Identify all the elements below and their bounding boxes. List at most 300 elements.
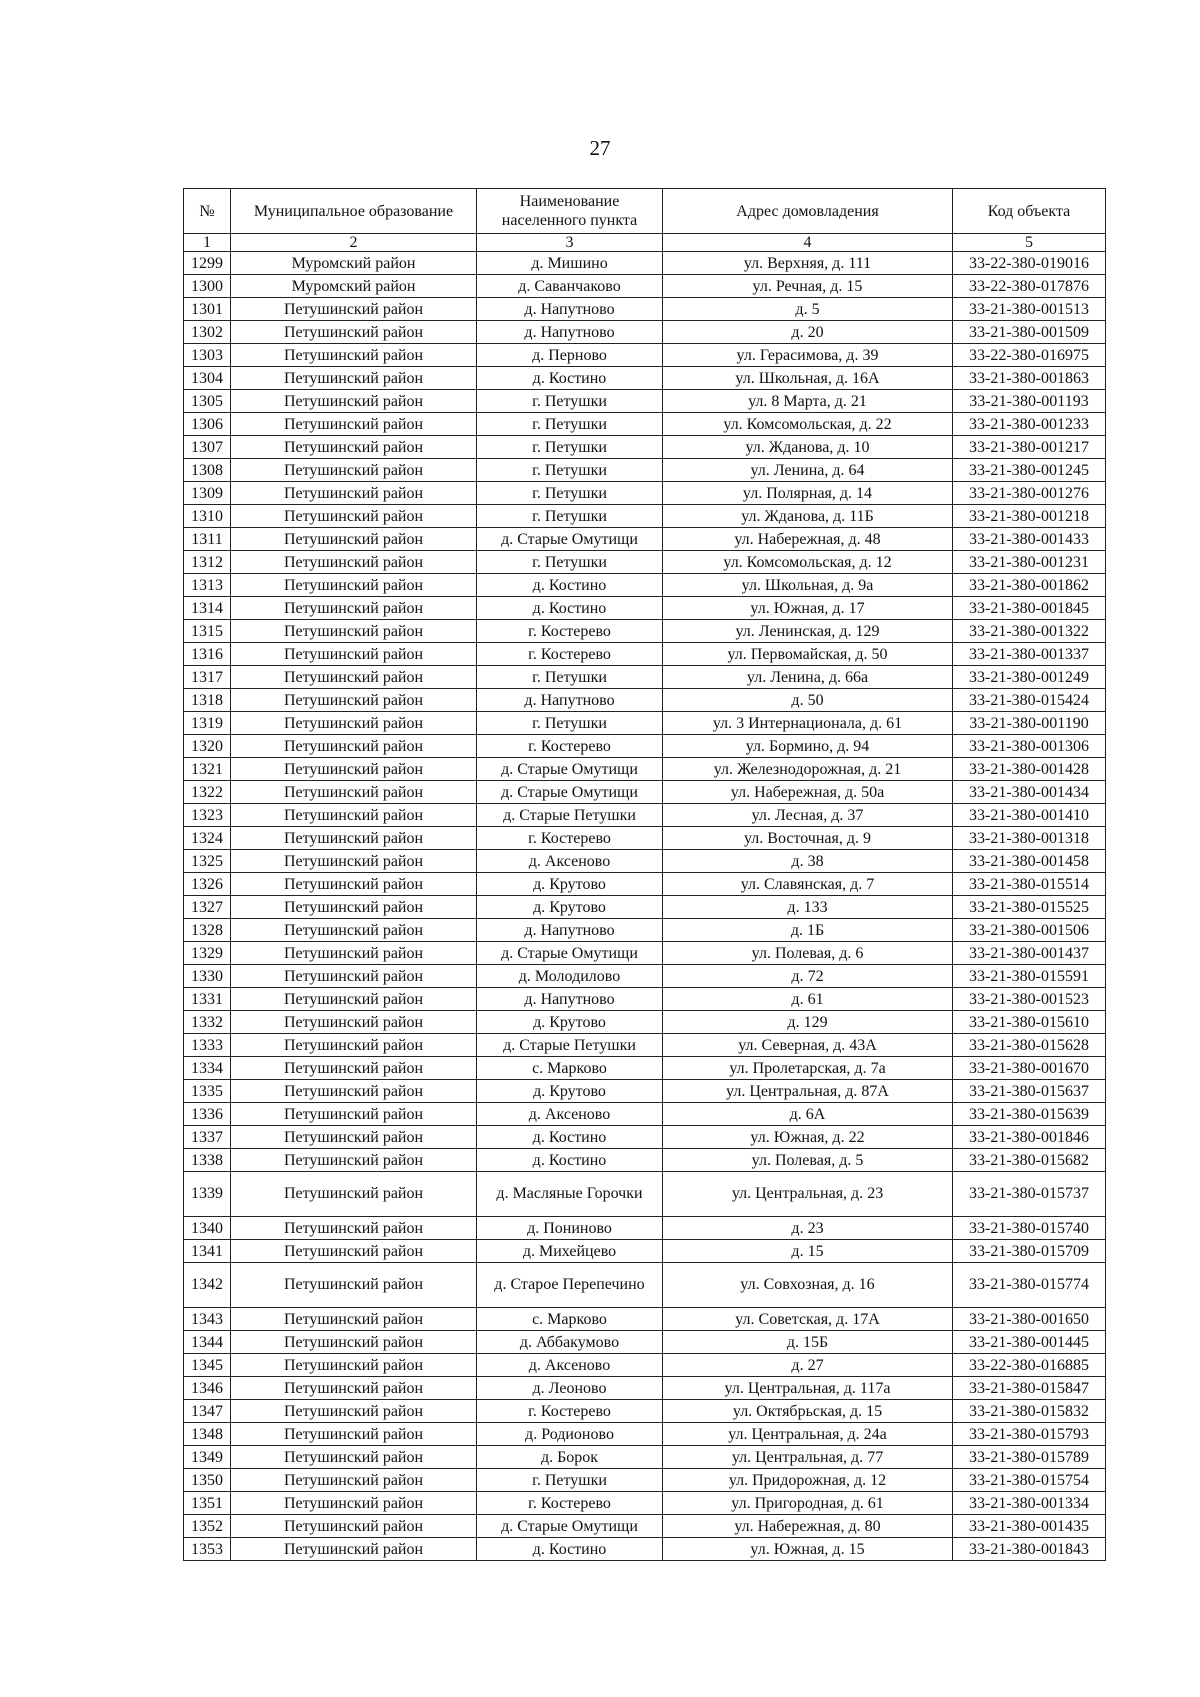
row-number: 1325 [184, 850, 231, 873]
row-number: 1348 [184, 1423, 231, 1446]
settlement-cell: д. Костино [477, 597, 663, 620]
table-row [184, 1423, 1106, 1446]
settlement-cell: д. Старые Омутищи [477, 781, 663, 804]
table-row [184, 1057, 1106, 1080]
table-row [184, 436, 1106, 459]
row-number: 1335 [184, 1080, 231, 1103]
row-number: 1341 [184, 1240, 231, 1263]
object-code-cell: 33-21-380-001428 [953, 758, 1106, 781]
object-code-cell: 33-21-380-001249 [953, 666, 1106, 689]
settlement-cell: д. Пониново [477, 1217, 663, 1240]
object-code-cell: 33-21-380-001433 [953, 528, 1106, 551]
municipality-cell: Петушинский район [231, 919, 477, 942]
column-number-row [184, 234, 1106, 252]
object-code-cell: 33-21-380-015774 [953, 1263, 1106, 1308]
row-number: 1322 [184, 781, 231, 804]
column-number: 5 [953, 234, 1106, 252]
municipality-cell: Петушинский район [231, 758, 477, 781]
address-cell: д. 20 [663, 321, 953, 344]
table-row [184, 965, 1106, 988]
object-code-cell: 33-21-380-015832 [953, 1400, 1106, 1423]
address-cell: д. 72 [663, 965, 953, 988]
table-header-row [184, 189, 1106, 234]
row-number: 1324 [184, 827, 231, 850]
settlement-cell: г. Костерево [477, 827, 663, 850]
address-cell: ул. Северная, д. 43А [663, 1034, 953, 1057]
municipality-cell: Петушинский район [231, 804, 477, 827]
row-number: 1339 [184, 1172, 231, 1217]
municipality-cell: Петушинский район [231, 965, 477, 988]
table-row [184, 1217, 1106, 1240]
row-number: 1342 [184, 1263, 231, 1308]
object-code-cell: 33-22-380-016885 [953, 1354, 1106, 1377]
settlement-cell: д. Костино [477, 1126, 663, 1149]
settlement-cell: г. Петушки [477, 459, 663, 482]
column-number: 3 [477, 234, 663, 252]
settlement-cell: д. Костино [477, 574, 663, 597]
municipality-cell: Петушинский район [231, 712, 477, 735]
municipality-cell: Петушинский район [231, 344, 477, 367]
object-code-cell: 33-21-380-001845 [953, 597, 1106, 620]
row-number: 1344 [184, 1331, 231, 1354]
object-code-cell: 33-21-380-001509 [953, 321, 1106, 344]
settlement-cell: г. Петушки [477, 712, 663, 735]
address-cell: д. 6А [663, 1103, 953, 1126]
row-number: 1321 [184, 758, 231, 781]
address-cell: ул. Центральная, д. 87А [663, 1080, 953, 1103]
settlement-cell: д. Напутново [477, 298, 663, 321]
row-number: 1302 [184, 321, 231, 344]
table-row [184, 919, 1106, 942]
municipality-cell: Петушинский район [231, 1331, 477, 1354]
object-code-cell: 33-21-380-015709 [953, 1240, 1106, 1263]
settlement-cell: г. Петушки [477, 505, 663, 528]
address-cell: ул. Центральная, д. 23 [663, 1172, 953, 1217]
table-row [184, 1308, 1106, 1331]
row-number: 1333 [184, 1034, 231, 1057]
row-number: 1304 [184, 367, 231, 390]
address-cell: ул. Школьная, д. 9а [663, 574, 953, 597]
municipality-cell: Петушинский район [231, 735, 477, 758]
address-cell: ул. Южная, д. 17 [663, 597, 953, 620]
header-municipality: Муниципальное образование [231, 189, 477, 234]
address-cell: ул. Октябрьская, д. 15 [663, 1400, 953, 1423]
municipality-cell: Петушинский район [231, 850, 477, 873]
object-code-cell: 33-21-380-001863 [953, 367, 1106, 390]
column-number: 1 [184, 234, 231, 252]
row-number: 1352 [184, 1515, 231, 1538]
table-row [184, 1011, 1106, 1034]
address-cell: ул. Полевая, д. 5 [663, 1149, 953, 1172]
row-number: 1310 [184, 505, 231, 528]
row-number: 1318 [184, 689, 231, 712]
object-code-cell: 33-21-380-001193 [953, 390, 1106, 413]
address-cell: ул. Славянская, д. 7 [663, 873, 953, 896]
object-code-cell: 33-21-380-001506 [953, 919, 1106, 942]
header-number: № [184, 189, 231, 234]
object-code-cell: 33-21-380-015514 [953, 873, 1106, 896]
row-number: 1311 [184, 528, 231, 551]
table-row [184, 804, 1106, 827]
row-number: 1326 [184, 873, 231, 896]
municipality-cell: Петушинский район [231, 1515, 477, 1538]
address-cell: ул. 8 Марта, д. 21 [663, 390, 953, 413]
settlement-cell: г. Петушки [477, 413, 663, 436]
municipality-cell: Петушинский район [231, 1034, 477, 1057]
settlement-cell: д. Аксеново [477, 1103, 663, 1126]
municipality-cell: Петушинский район [231, 436, 477, 459]
object-code-cell: 33-21-380-015637 [953, 1080, 1106, 1103]
municipality-cell: Петушинский район [231, 597, 477, 620]
municipality-cell: Петушинский район [231, 551, 477, 574]
table-row [184, 1538, 1106, 1561]
object-code-cell: 33-21-380-015847 [953, 1377, 1106, 1400]
settlement-cell: д. Старое Перепечино [477, 1263, 663, 1308]
table-row [184, 758, 1106, 781]
object-code-cell: 33-21-380-015737 [953, 1172, 1106, 1217]
row-number: 1351 [184, 1492, 231, 1515]
table-row [184, 1377, 1106, 1400]
row-number: 1336 [184, 1103, 231, 1126]
municipality-cell: Муромский район [231, 275, 477, 298]
settlement-cell: г. Петушки [477, 1469, 663, 1492]
object-code-cell: 33-21-380-001217 [953, 436, 1106, 459]
municipality-cell: Петушинский район [231, 390, 477, 413]
address-cell: д. 129 [663, 1011, 953, 1034]
table-row [184, 321, 1106, 344]
address-cell: д. 61 [663, 988, 953, 1011]
row-number: 1319 [184, 712, 231, 735]
row-number: 1305 [184, 390, 231, 413]
municipality-cell: Петушинский район [231, 1217, 477, 1240]
address-cell: ул. Набережная, д. 50а [663, 781, 953, 804]
settlement-cell: д. Молодилово [477, 965, 663, 988]
row-number: 1307 [184, 436, 231, 459]
object-code-cell: 33-21-380-015682 [953, 1149, 1106, 1172]
municipality-cell: Петушинский район [231, 1080, 477, 1103]
address-cell: ул. Полярная, д. 14 [663, 482, 953, 505]
municipality-cell: Петушинский район [231, 321, 477, 344]
settlement-cell: г. Петушки [477, 482, 663, 505]
address-cell: д. 15 [663, 1240, 953, 1263]
settlement-cell: г. Петушки [477, 390, 663, 413]
settlement-cell: д. Старые Петушки [477, 804, 663, 827]
settlement-cell: д. Старые Омутищи [477, 528, 663, 551]
address-cell: ул. Ленина, д. 66а [663, 666, 953, 689]
address-cell: д. 5 [663, 298, 953, 321]
settlement-cell: г. Петушки [477, 666, 663, 689]
row-number: 1314 [184, 597, 231, 620]
settlement-cell: г. Петушки [477, 436, 663, 459]
settlement-cell: с. Марково [477, 1057, 663, 1080]
table-row [184, 1446, 1106, 1469]
address-cell: ул. Восточная, д. 9 [663, 827, 953, 850]
row-number: 1323 [184, 804, 231, 827]
table-row [184, 413, 1106, 436]
municipality-cell: Петушинский район [231, 689, 477, 712]
municipality-cell: Петушинский район [231, 1446, 477, 1469]
row-number: 1334 [184, 1057, 231, 1080]
row-number: 1301 [184, 298, 231, 321]
settlement-cell: д. Старые Омутищи [477, 942, 663, 965]
municipality-cell: Петушинский район [231, 1240, 477, 1263]
object-code-cell: 33-21-380-015793 [953, 1423, 1106, 1446]
settlement-cell: д. Аксеново [477, 1354, 663, 1377]
table-row [184, 1080, 1106, 1103]
table-row [184, 482, 1106, 505]
object-code-cell: 33-21-380-015639 [953, 1103, 1106, 1126]
municipality-cell: Петушинский район [231, 574, 477, 597]
table-row [184, 988, 1106, 1011]
address-cell: ул. Центральная, д. 24а [663, 1423, 953, 1446]
row-number: 1346 [184, 1377, 231, 1400]
municipality-cell: Петушинский район [231, 1400, 477, 1423]
object-code-cell: 33-21-380-001318 [953, 827, 1106, 850]
table-row [184, 505, 1106, 528]
municipality-cell: Петушинский район [231, 298, 477, 321]
object-code-cell: 33-21-380-001445 [953, 1331, 1106, 1354]
table-row [184, 873, 1106, 896]
municipality-cell: Петушинский район [231, 643, 477, 666]
object-code-cell: 33-21-380-001862 [953, 574, 1106, 597]
table-row [184, 781, 1106, 804]
address-cell: д. 38 [663, 850, 953, 873]
table-row [184, 252, 1106, 275]
municipality-cell: Петушинский район [231, 367, 477, 390]
object-code-cell: 33-21-380-001231 [953, 551, 1106, 574]
row-number: 1353 [184, 1538, 231, 1561]
row-number: 1299 [184, 252, 231, 275]
address-cell: ул. Первомайская, д. 50 [663, 643, 953, 666]
address-cell: ул. Совхозная, д. 16 [663, 1263, 953, 1308]
address-cell: ул. Набережная, д. 80 [663, 1515, 953, 1538]
settlement-cell: с. Марково [477, 1308, 663, 1331]
municipality-cell: Петушинский район [231, 781, 477, 804]
table-row [184, 712, 1106, 735]
settlement-cell: д. Крутово [477, 1080, 663, 1103]
address-cell: ул. Ленина, д. 64 [663, 459, 953, 482]
table-row [184, 1492, 1106, 1515]
object-code-cell: 33-21-380-001670 [953, 1057, 1106, 1080]
settlement-cell: г. Костерево [477, 620, 663, 643]
address-cell: ул. Южная, д. 22 [663, 1126, 953, 1149]
settlement-cell: д. Леоново [477, 1377, 663, 1400]
row-number: 1329 [184, 942, 231, 965]
table-row [184, 1034, 1106, 1057]
table-body [184, 252, 1106, 1561]
table-row [184, 1469, 1106, 1492]
address-cell: ул. Южная, д. 15 [663, 1538, 953, 1561]
object-code-cell: 33-21-380-001434 [953, 781, 1106, 804]
object-code-cell: 33-21-380-001410 [953, 804, 1106, 827]
row-number: 1332 [184, 1011, 231, 1034]
column-number: 2 [231, 234, 477, 252]
object-code-cell: 33-21-380-001435 [953, 1515, 1106, 1538]
row-number: 1337 [184, 1126, 231, 1149]
municipality-cell: Петушинский район [231, 620, 477, 643]
row-number: 1300 [184, 275, 231, 298]
table-row [184, 597, 1106, 620]
settlement-cell: д. Старые Петушки [477, 1034, 663, 1057]
address-cell: д. 23 [663, 1217, 953, 1240]
row-number: 1320 [184, 735, 231, 758]
municipality-cell: Муромский район [231, 252, 477, 275]
object-code-cell: 33-21-380-001846 [953, 1126, 1106, 1149]
column-number: 4 [663, 234, 953, 252]
object-code-cell: 33-21-380-015525 [953, 896, 1106, 919]
address-cell: ул. Жданова, д. 11Б [663, 505, 953, 528]
object-code-cell: 33-22-380-016975 [953, 344, 1106, 367]
object-code-cell: 33-21-380-001337 [953, 643, 1106, 666]
settlement-cell: д. Крутово [477, 1011, 663, 1034]
municipality-cell: Петушинский район [231, 942, 477, 965]
header-settlement: Наименование населенного пункта [477, 189, 663, 234]
table-row [184, 459, 1106, 482]
address-cell: ул. Придорожная, д. 12 [663, 1469, 953, 1492]
object-code-cell: 33-22-380-017876 [953, 275, 1106, 298]
object-code-cell: 33-21-380-015591 [953, 965, 1106, 988]
address-cell: ул. 3 Интернационала, д. 61 [663, 712, 953, 735]
object-code-cell: 33-21-380-015424 [953, 689, 1106, 712]
settlement-cell: д. Напутново [477, 321, 663, 344]
object-code-cell: 33-21-380-001306 [953, 735, 1106, 758]
table-row [184, 528, 1106, 551]
object-code-cell: 33-21-380-015789 [953, 1446, 1106, 1469]
settlement-cell: д. Старые Омутищи [477, 1515, 663, 1538]
row-number: 1315 [184, 620, 231, 643]
settlement-cell: д. Борок [477, 1446, 663, 1469]
settlement-cell: д. Масляные Горочки [477, 1172, 663, 1217]
row-number: 1327 [184, 896, 231, 919]
municipality-cell: Петушинский район [231, 896, 477, 919]
object-code-cell: 33-21-380-001458 [953, 850, 1106, 873]
table-row [184, 643, 1106, 666]
settlement-cell: д. Перново [477, 344, 663, 367]
settlement-cell: д. Родионово [477, 1423, 663, 1446]
address-cell: д. 50 [663, 689, 953, 712]
row-number: 1347 [184, 1400, 231, 1423]
settlement-cell: д. Костино [477, 1149, 663, 1172]
table-row [184, 850, 1106, 873]
address-cell: ул. Жданова, д. 10 [663, 436, 953, 459]
object-code-cell: 33-21-380-001190 [953, 712, 1106, 735]
object-code-cell: 33-22-380-019016 [953, 252, 1106, 275]
settlement-cell: д. Михейцево [477, 1240, 663, 1263]
row-number: 1343 [184, 1308, 231, 1331]
settlement-cell: д. Костино [477, 367, 663, 390]
municipality-cell: Петушинский район [231, 482, 477, 505]
row-number: 1309 [184, 482, 231, 505]
row-number: 1331 [184, 988, 231, 1011]
municipality-cell: Петушинский район [231, 1011, 477, 1034]
settlement-cell: д. Старые Омутищи [477, 758, 663, 781]
address-cell: д. 27 [663, 1354, 953, 1377]
row-number: 1328 [184, 919, 231, 942]
address-cell: ул. Бормино, д. 94 [663, 735, 953, 758]
municipality-cell: Петушинский район [231, 1172, 477, 1217]
page-number: 27 [589, 136, 611, 160]
object-code-cell: 33-21-380-001523 [953, 988, 1106, 1011]
row-number: 1338 [184, 1149, 231, 1172]
table-row [184, 666, 1106, 689]
object-code-cell: 33-21-380-001334 [953, 1492, 1106, 1515]
municipality-cell: Петушинский район [231, 1126, 477, 1149]
address-cell: ул. Центральная, д. 77 [663, 1446, 953, 1469]
table-row [184, 942, 1106, 965]
row-number: 1350 [184, 1469, 231, 1492]
table-row [184, 689, 1106, 712]
municipality-cell: Петушинский район [231, 1354, 477, 1377]
row-number: 1317 [184, 666, 231, 689]
row-number: 1340 [184, 1217, 231, 1240]
address-cell: ул. Железнодорожная, д. 21 [663, 758, 953, 781]
address-cell: ул. Верхняя, д. 111 [663, 252, 953, 275]
row-number: 1303 [184, 344, 231, 367]
address-cell: ул. Герасимова, д. 39 [663, 344, 953, 367]
table-row [184, 1400, 1106, 1423]
address-cell: ул. Комсомольская, д. 22 [663, 413, 953, 436]
municipality-cell: Петушинский район [231, 1263, 477, 1308]
object-code-cell: 33-21-380-001322 [953, 620, 1106, 643]
header-address: Адрес домовладения [663, 189, 953, 234]
object-code-cell: 33-21-380-015610 [953, 1011, 1106, 1034]
municipality-cell: Петушинский район [231, 988, 477, 1011]
settlement-cell: г. Костерево [477, 1492, 663, 1515]
municipality-cell: Петушинский район [231, 873, 477, 896]
row-number: 1312 [184, 551, 231, 574]
address-cell: ул. Речная, д. 15 [663, 275, 953, 298]
municipality-cell: Петушинский район [231, 459, 477, 482]
address-cell: ул. Ленинская, д. 129 [663, 620, 953, 643]
table-row [184, 344, 1106, 367]
municipality-cell: Петушинский район [231, 1492, 477, 1515]
object-code-cell: 33-21-380-001245 [953, 459, 1106, 482]
settlement-cell: д. Крутово [477, 896, 663, 919]
settlement-cell: д. Мишино [477, 252, 663, 275]
object-code-cell: 33-21-380-015740 [953, 1217, 1106, 1240]
object-code-cell: 33-21-380-001650 [953, 1308, 1106, 1331]
table-row [184, 1515, 1106, 1538]
registry-table [183, 188, 1106, 1561]
table-row [184, 1172, 1106, 1217]
address-cell: ул. Комсомольская, д. 12 [663, 551, 953, 574]
municipality-cell: Петушинский район [231, 1103, 477, 1126]
address-cell: ул. Пригородная, д. 61 [663, 1492, 953, 1515]
table-row [184, 574, 1106, 597]
row-number: 1306 [184, 413, 231, 436]
row-number: 1330 [184, 965, 231, 988]
settlement-cell: д. Костино [477, 1538, 663, 1561]
header-object-code: Код объекта [953, 189, 1106, 234]
municipality-cell: Петушинский район [231, 1057, 477, 1080]
settlement-cell: г. Костерево [477, 735, 663, 758]
municipality-cell: Петушинский район [231, 827, 477, 850]
table-row [184, 1263, 1106, 1308]
settlement-cell: г. Костерево [477, 1400, 663, 1423]
object-code-cell: 33-21-380-015754 [953, 1469, 1106, 1492]
table-row [184, 275, 1106, 298]
object-code-cell: 33-21-380-001276 [953, 482, 1106, 505]
municipality-cell: Петушинский район [231, 666, 477, 689]
municipality-cell: Петушинский район [231, 1308, 477, 1331]
row-number: 1345 [184, 1354, 231, 1377]
settlement-cell: д. Напутново [477, 988, 663, 1011]
settlement-cell: г. Костерево [477, 643, 663, 666]
settlement-cell: д. Напутново [477, 919, 663, 942]
table-row [184, 298, 1106, 321]
object-code-cell: 33-21-380-001437 [953, 942, 1106, 965]
table-row [184, 620, 1106, 643]
